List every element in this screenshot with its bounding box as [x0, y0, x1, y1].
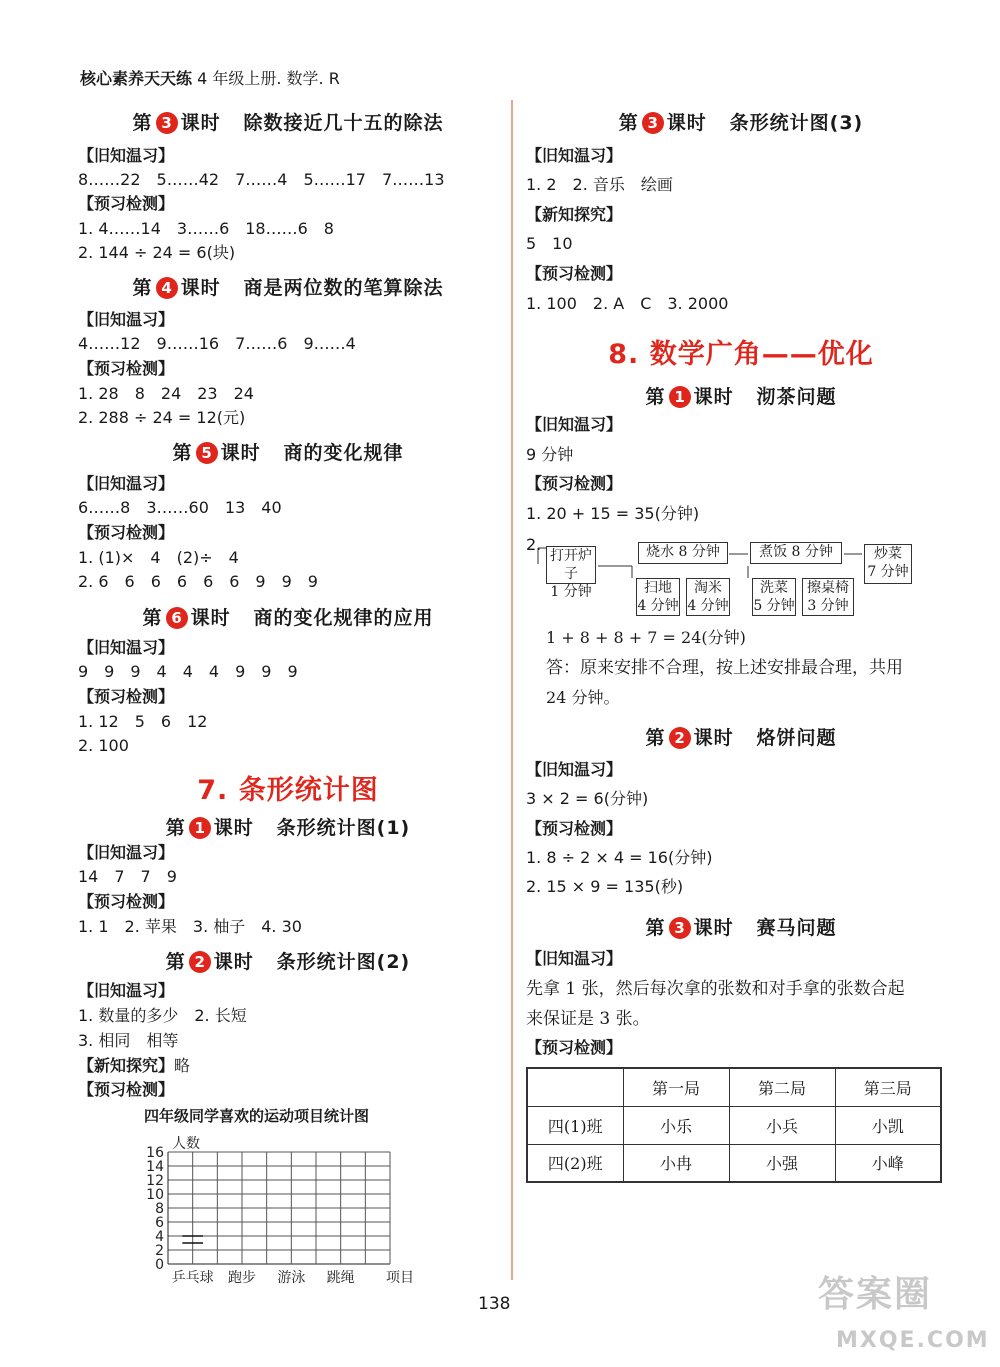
page-number: 138	[478, 1294, 511, 1314]
section-label: 【旧知温习】	[78, 146, 175, 165]
y-tick-label: 4	[155, 1229, 164, 1245]
flow-step-box: 煮饭 8 分钟	[750, 542, 842, 564]
answer-line: 4……12 9……16 7……6 9……4	[78, 334, 356, 353]
x-tick-label: 乒乓球	[171, 1270, 214, 1286]
header-subject: 4 年级上册. 数学. R	[197, 69, 340, 88]
lesson-title: 商的变化规律	[283, 442, 404, 464]
section-label: 【预习检测】	[526, 264, 623, 283]
table-cell: 小冉	[623, 1144, 729, 1182]
table-cell: 小兵	[729, 1106, 835, 1144]
watermark-url: MXQE.COM	[836, 1328, 990, 1353]
flow-step-box: 烧水 8 分钟	[638, 542, 728, 564]
lesson-title: 条形统计图(2)	[276, 951, 411, 973]
table-cell: 小强	[729, 1144, 835, 1182]
y-tick-label: 8	[155, 1201, 164, 1217]
lesson-title: 商是两位数的笔算除法	[243, 277, 444, 299]
table-row	[527, 1106, 941, 1144]
answer-line: 1. 12 5 6 12	[78, 712, 208, 731]
y-tick-label: 10	[146, 1187, 164, 1203]
table-header-cell: 第三局	[835, 1068, 941, 1106]
section-label: 【新知探究】	[78, 1056, 175, 1075]
table-header-cell	[527, 1068, 623, 1106]
y-tick-label: 2	[155, 1243, 164, 1259]
answer-line: 来保证是 3 张。	[526, 1009, 650, 1029]
answer-line: 3 × 2 = 6(分钟)	[526, 789, 649, 808]
table-cell: 四(1)班	[527, 1106, 623, 1144]
lesson-title: 条形统计图(3)	[729, 112, 864, 134]
answer-line: 先拿 1 张，然后每次拿的张数和对手拿的张数合起	[526, 979, 905, 999]
answer-line: 2. 100	[78, 736, 129, 755]
flow-step-box: 淘米 4 分钟	[687, 580, 729, 614]
table-cell: 小凯	[835, 1106, 941, 1144]
lesson-number-badge: 3	[642, 112, 664, 134]
answer-line: 9 分钟	[526, 445, 574, 464]
lesson-heading: 第 3 课时 赛马问题	[645, 917, 837, 939]
section-label: 【预习检测】	[78, 687, 175, 706]
unit-title: 8. 数学广角——优化	[608, 339, 874, 370]
table-cell: 四(2)班	[527, 1144, 623, 1182]
section-label: 【预习检测】	[78, 1080, 175, 1099]
answer-line: 1. 20 + 15 = 35(分钟)	[526, 504, 700, 523]
flow-step-box: 炒菜 7 分钟	[864, 544, 912, 584]
lesson-number-badge: 3	[669, 917, 691, 939]
answer-line: 1. (1)× 4 (2)÷ 4	[78, 548, 239, 567]
answer-line: 1. 100 2. A C 3. 2000	[526, 294, 729, 313]
lesson-number-badge: 6	[166, 607, 188, 629]
x-tick-label: 游泳	[277, 1270, 306, 1286]
answer-line: 14 7 7 9	[78, 867, 177, 886]
lesson-heading: 第 1 课时 沏茶问题	[645, 386, 837, 408]
header-brand: 核心素养天天练	[80, 69, 193, 88]
answer-line: 1. 2 2. 音乐 绘画	[526, 175, 673, 194]
x-tick-label: 跳绳	[326, 1270, 355, 1286]
lesson-heading: 第 2 课时 条形统计图(2)	[165, 951, 411, 973]
table-cell: 小峰	[835, 1144, 941, 1182]
lesson-number-badge: 5	[196, 442, 218, 464]
section-label: 【旧知温习】	[78, 843, 175, 862]
answer-line: 1. 4……14 3……6 18……6 8	[78, 219, 334, 238]
section-label: 【预习检测】	[78, 892, 175, 911]
bar-chart	[138, 1124, 498, 1302]
lesson-number-badge: 4	[156, 277, 178, 299]
flow-diagram	[526, 538, 956, 618]
section-label: 【预习检测】	[526, 1038, 623, 1057]
answer-line: 3. 相同 相等	[78, 1031, 179, 1050]
lesson-number-badge: 3	[156, 112, 178, 134]
lesson-number-badge: 1	[669, 386, 691, 408]
lesson-heading: 第 5 课时 商的变化规律	[172, 442, 404, 464]
unit-title: 7. 条形统计图	[197, 775, 379, 806]
column-divider	[511, 100, 513, 1280]
section-label: 【预习检测】	[526, 819, 623, 838]
answer-line: 1. 数量的多少 2. 长短	[78, 1006, 247, 1025]
x-axis-label: 项目	[386, 1270, 414, 1286]
answer-line: 2. 288 ÷ 24 = 12(元)	[78, 408, 246, 427]
table-header-cell: 第一局	[623, 1068, 729, 1106]
section-label: 【预习检测】	[78, 359, 175, 378]
y-axis-label: 人数	[172, 1136, 200, 1152]
chart-title: 四年级同学喜欢的运动项目统计图	[144, 1107, 370, 1125]
answer-line: 2. 144 ÷ 24 = 6(块)	[78, 243, 236, 262]
answer-line: 答：原来安排不合理，按上述安排最合理，共用	[546, 658, 903, 678]
lesson-title: 烙饼问题	[756, 727, 837, 749]
lesson-heading: 第 3 课时 除数接近几十五的除法	[132, 112, 444, 134]
y-tick-label: 12	[146, 1173, 164, 1189]
table-cell: 小乐	[623, 1106, 729, 1144]
y-tick-label: 16	[146, 1145, 164, 1161]
lesson-heading: 第 2 课时 烙饼问题	[645, 727, 837, 749]
lesson-title: 条形统计图(1)	[276, 817, 411, 839]
lesson-heading: 第 4 课时 商是两位数的笔算除法	[132, 277, 444, 299]
y-tick-label: 6	[155, 1215, 164, 1231]
flow-step-box: 擦桌椅 3 分钟	[802, 578, 854, 616]
watermark-logo: 答案圈	[818, 1274, 933, 1315]
lesson-heading: 第 1 课时 条形统计图(1)	[165, 817, 411, 839]
answer-line: 2. 6 6 6 6 6 6 9 9 9	[78, 572, 318, 591]
section-label: 【旧知温习】	[526, 415, 623, 434]
answer-line: 1. 8 ÷ 2 × 4 = 16(分钟)	[526, 848, 713, 867]
lesson-title: 赛马问题	[756, 917, 837, 939]
lesson-number-badge: 2	[669, 727, 691, 749]
answer-line: 8……22 5……42 7……4 5……17 7……13	[78, 170, 445, 189]
lesson-title: 商的变化规律的应用	[253, 607, 434, 629]
answer-line: 5 10	[526, 234, 573, 253]
x-tick-label: 跑步	[228, 1270, 256, 1286]
section-label: 【预习检测】	[78, 194, 175, 213]
section-label: 【新知探究】	[526, 205, 623, 224]
lesson-title: 除数接近几十五的除法	[243, 112, 444, 134]
section-label: 【旧知温习】	[78, 638, 175, 657]
lesson-heading: 第 3 课时 条形统计图(3)	[618, 112, 864, 134]
y-tick-label: 14	[146, 1159, 164, 1175]
answer-line: 6……8 3……60 13 40	[78, 498, 282, 517]
answer-line: 1. 1 2. 苹果 3. 柚子 4. 30	[78, 917, 302, 936]
y-tick-label: 0	[155, 1257, 164, 1273]
lesson-heading: 第 6 课时 商的变化规律的应用	[142, 607, 434, 629]
table-header-cell: 第二局	[729, 1068, 835, 1106]
answer-line: 2. 15 × 9 = 135(秒)	[526, 877, 684, 896]
section-label: 【预习检测】	[78, 523, 175, 542]
section-label: 【旧知温习】	[78, 474, 175, 493]
answer-line: 1. 28 8 24 23 24	[78, 384, 254, 403]
answer-line: 【新知探究】略	[78, 1056, 191, 1075]
answer-line: 2.	[526, 535, 542, 554]
flow-step-box: 打开炉子 1 分钟	[546, 546, 596, 584]
table-header-row	[527, 1068, 941, 1106]
lesson-title: 沏茶问题	[756, 386, 837, 408]
section-label: 【旧知温习】	[526, 949, 623, 968]
answer-line: 9 9 9 4 4 4 9 9 9	[78, 662, 298, 681]
answer-line: 1 + 8 + 8 + 7 = 24(分钟)	[546, 628, 746, 647]
section-label: 【旧知温习】	[78, 310, 175, 329]
section-label: 【旧知温习】	[526, 146, 623, 165]
page-header	[80, 66, 340, 89]
flow-step-box: 扫地 4 分钟	[637, 580, 679, 614]
lesson-number-badge: 1	[189, 817, 211, 839]
table-row	[527, 1144, 941, 1182]
section-label: 【旧知温习】	[526, 760, 623, 779]
flow-step-box: 洗菜 5 分钟	[753, 580, 795, 614]
answer-line: 24 分钟。	[546, 688, 620, 707]
lineup-table	[526, 1067, 942, 1183]
lesson-number-badge: 2	[189, 951, 211, 973]
section-label: 【旧知温习】	[78, 981, 175, 1000]
section-label: 【预习检测】	[526, 474, 623, 493]
